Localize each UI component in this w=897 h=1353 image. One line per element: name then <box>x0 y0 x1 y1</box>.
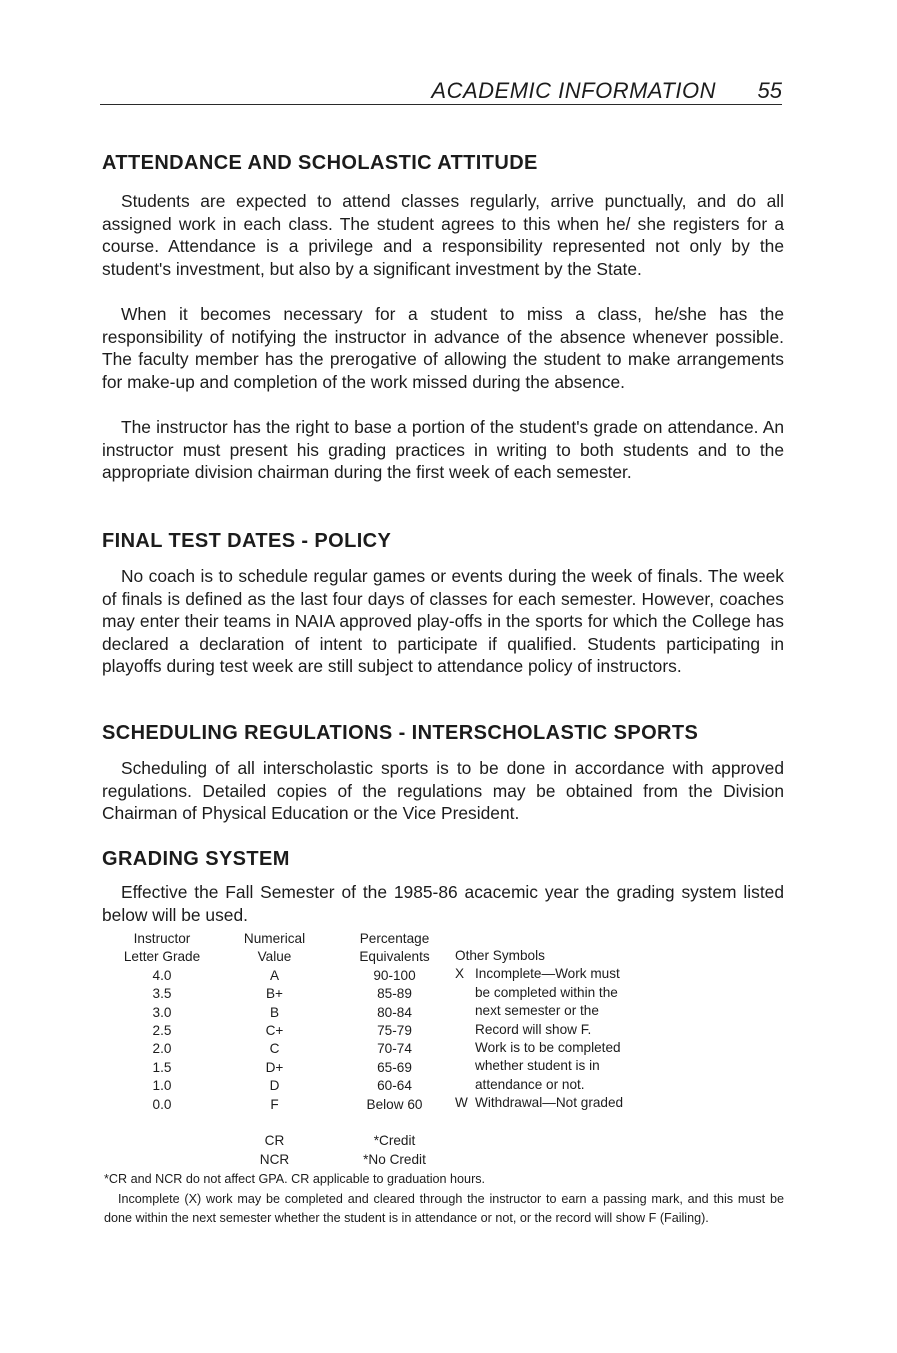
attendance-heading: ATTENDANCE AND SCHOLASTIC ATTITUDE <box>102 152 538 174</box>
withdrawal-symbol: W <box>455 1095 468 1111</box>
incomplete-text: next semester or the <box>475 1003 599 1019</box>
credit-meanings <box>337 1131 452 1169</box>
percentage-cell: 80-84 <box>377 1004 412 1020</box>
numerical-value-cell: C+ <box>265 1022 284 1038</box>
numerical-value-header-2: Value <box>257 949 292 965</box>
letter-grade-cell: 3.5 <box>152 986 172 1002</box>
incomplete-line <box>455 965 695 983</box>
numerical-value-header-1: Numerical <box>243 931 306 946</box>
incomplete-text: be completed within the <box>475 984 618 1000</box>
numerical-value-cell: B+ <box>265 986 283 1002</box>
attendance-paragraph-1: Students are expected to attend classes regularly, arrive punctually, and do all assigned work in each class. The student agrees to this when he/ she registers for a course. Attendance is a privilege and a responsibility represented not only by the student's investment, but also by a significant investment by the State. <box>102 191 784 279</box>
letter-grade-column <box>102 930 222 1114</box>
percentage-cell: 75-79 <box>377 1022 412 1038</box>
scheduling-paragraph: Scheduling of all interscholastic sports is to be done in accordance with approved regulations. Detailed copies of the regulations may be obtained from the Division Chairman of Physical Education or the Vice President. <box>102 758 784 824</box>
credit-meaning: *No Credit <box>363 1152 426 1167</box>
numerical-value-cell: F <box>270 1096 279 1112</box>
incomplete-text: Record will show F. <box>475 1021 592 1037</box>
section-title: ACADEMIC INFORMATION <box>431 78 716 103</box>
percentage-cell: 90-100 <box>373 967 416 983</box>
grading-intro: Effective the Fall Semester of the 1985-86 acacemic year the grading system listed below will be used. <box>102 882 784 925</box>
letter-grade-cell: 4.0 <box>152 967 172 983</box>
numerical-value-cell: C <box>269 1041 280 1057</box>
final-test-paragraph: No coach is to schedule regular games or events during the week of finals. The week of finals is defined as the last four days of classes for each semester. However, coaches may enter their teams in NAIA approved play-offs in the sports for which the College has declared a declaration of intent to participate if qualified. Students participating in playoffs during test week are still subject to attendance policy of instructors. <box>102 566 784 677</box>
incomplete-symbol: X <box>455 966 465 982</box>
final-test-heading: FINAL TEST DATES - POLICY <box>102 530 392 552</box>
percentage-cell: Below 60 <box>366 1096 423 1112</box>
attendance-paragraph-3: The instructor has the right to base a portion of the student's grade on attendance. An instructor must present his grading practices in writing to both students and to the appropriate division chairman during the first week of each semester. <box>102 417 784 483</box>
running-header <box>100 78 782 105</box>
percentage-column <box>337 930 452 1114</box>
percentage-header-2: Equivalents <box>359 949 430 965</box>
letter-grade-header-2: Letter Grade <box>123 949 201 965</box>
letter-grade-cell: 1.0 <box>152 1078 172 1094</box>
footnote-credit: *CR and NCR do not affect GPA. CR applicable to graduation hours. <box>104 1172 486 1186</box>
scheduling-heading: SCHEDULING REGULATIONS - INTERSCHOLASTIC SPORTS <box>102 722 699 744</box>
incomplete-text: Work is to be completed <box>475 1040 621 1056</box>
letter-grade-cell: 2.5 <box>152 1022 172 1038</box>
numerical-value-cell: B <box>269 1004 280 1020</box>
credit-code: NCR <box>259 1152 290 1167</box>
footnote-incomplete: Incomplete (X) work may be completed and cleared through the instructor to earn a passing mark, and this must be done within the next semester whether the student is in attendance or not, or the record will show F (Failing). <box>104 1191 784 1225</box>
withdrawal-text: Withdrawal—Not graded <box>475 1095 624 1111</box>
attendance-paragraph-2: When it becomes necessary for a student to miss a class, he/she has the responsibility of notifying the instructor in advance of the absence whenever possible. The faculty member has the prerogative of allowing the student to make arrangements for make-up and completion of the work missed during the absence. <box>102 304 784 392</box>
other-symbols-column <box>455 947 695 1113</box>
incomplete-text: attendance or not. <box>475 1076 585 1092</box>
numerical-value-cell: D <box>269 1078 280 1094</box>
other-symbols-header: Other Symbols <box>455 948 545 963</box>
page-number: 55 <box>757 78 782 103</box>
credit-meaning: *Credit <box>373 1133 416 1148</box>
percentage-header-1: Percentage <box>359 931 430 946</box>
credit-codes <box>212 1131 337 1169</box>
numerical-value-cell: D+ <box>265 1059 284 1075</box>
grading-footnotes <box>104 1170 784 1229</box>
percentage-cell: 70-74 <box>377 1041 412 1057</box>
percentage-cell: 65-69 <box>377 1059 412 1075</box>
percentage-cell: 60-64 <box>377 1078 412 1094</box>
numerical-value-column <box>212 930 337 1114</box>
letter-grade-cell: 0.0 <box>152 1096 172 1112</box>
withdrawal-line <box>455 1094 695 1112</box>
grading-heading: GRADING SYSTEM <box>102 848 290 870</box>
letter-grade-cell: 2.0 <box>152 1041 172 1057</box>
credit-code: CR <box>264 1133 285 1148</box>
numerical-value-cell: A <box>269 967 280 983</box>
percentage-cell: 85-89 <box>377 986 412 1002</box>
letter-grade-cell: 3.0 <box>152 1004 172 1020</box>
incomplete-text: Incomplete—Work must <box>475 966 620 982</box>
letter-grade-cell: 1.5 <box>152 1059 172 1075</box>
incomplete-text: whether student is in <box>475 1058 600 1074</box>
letter-grade-header-1: Instructor <box>133 931 191 946</box>
